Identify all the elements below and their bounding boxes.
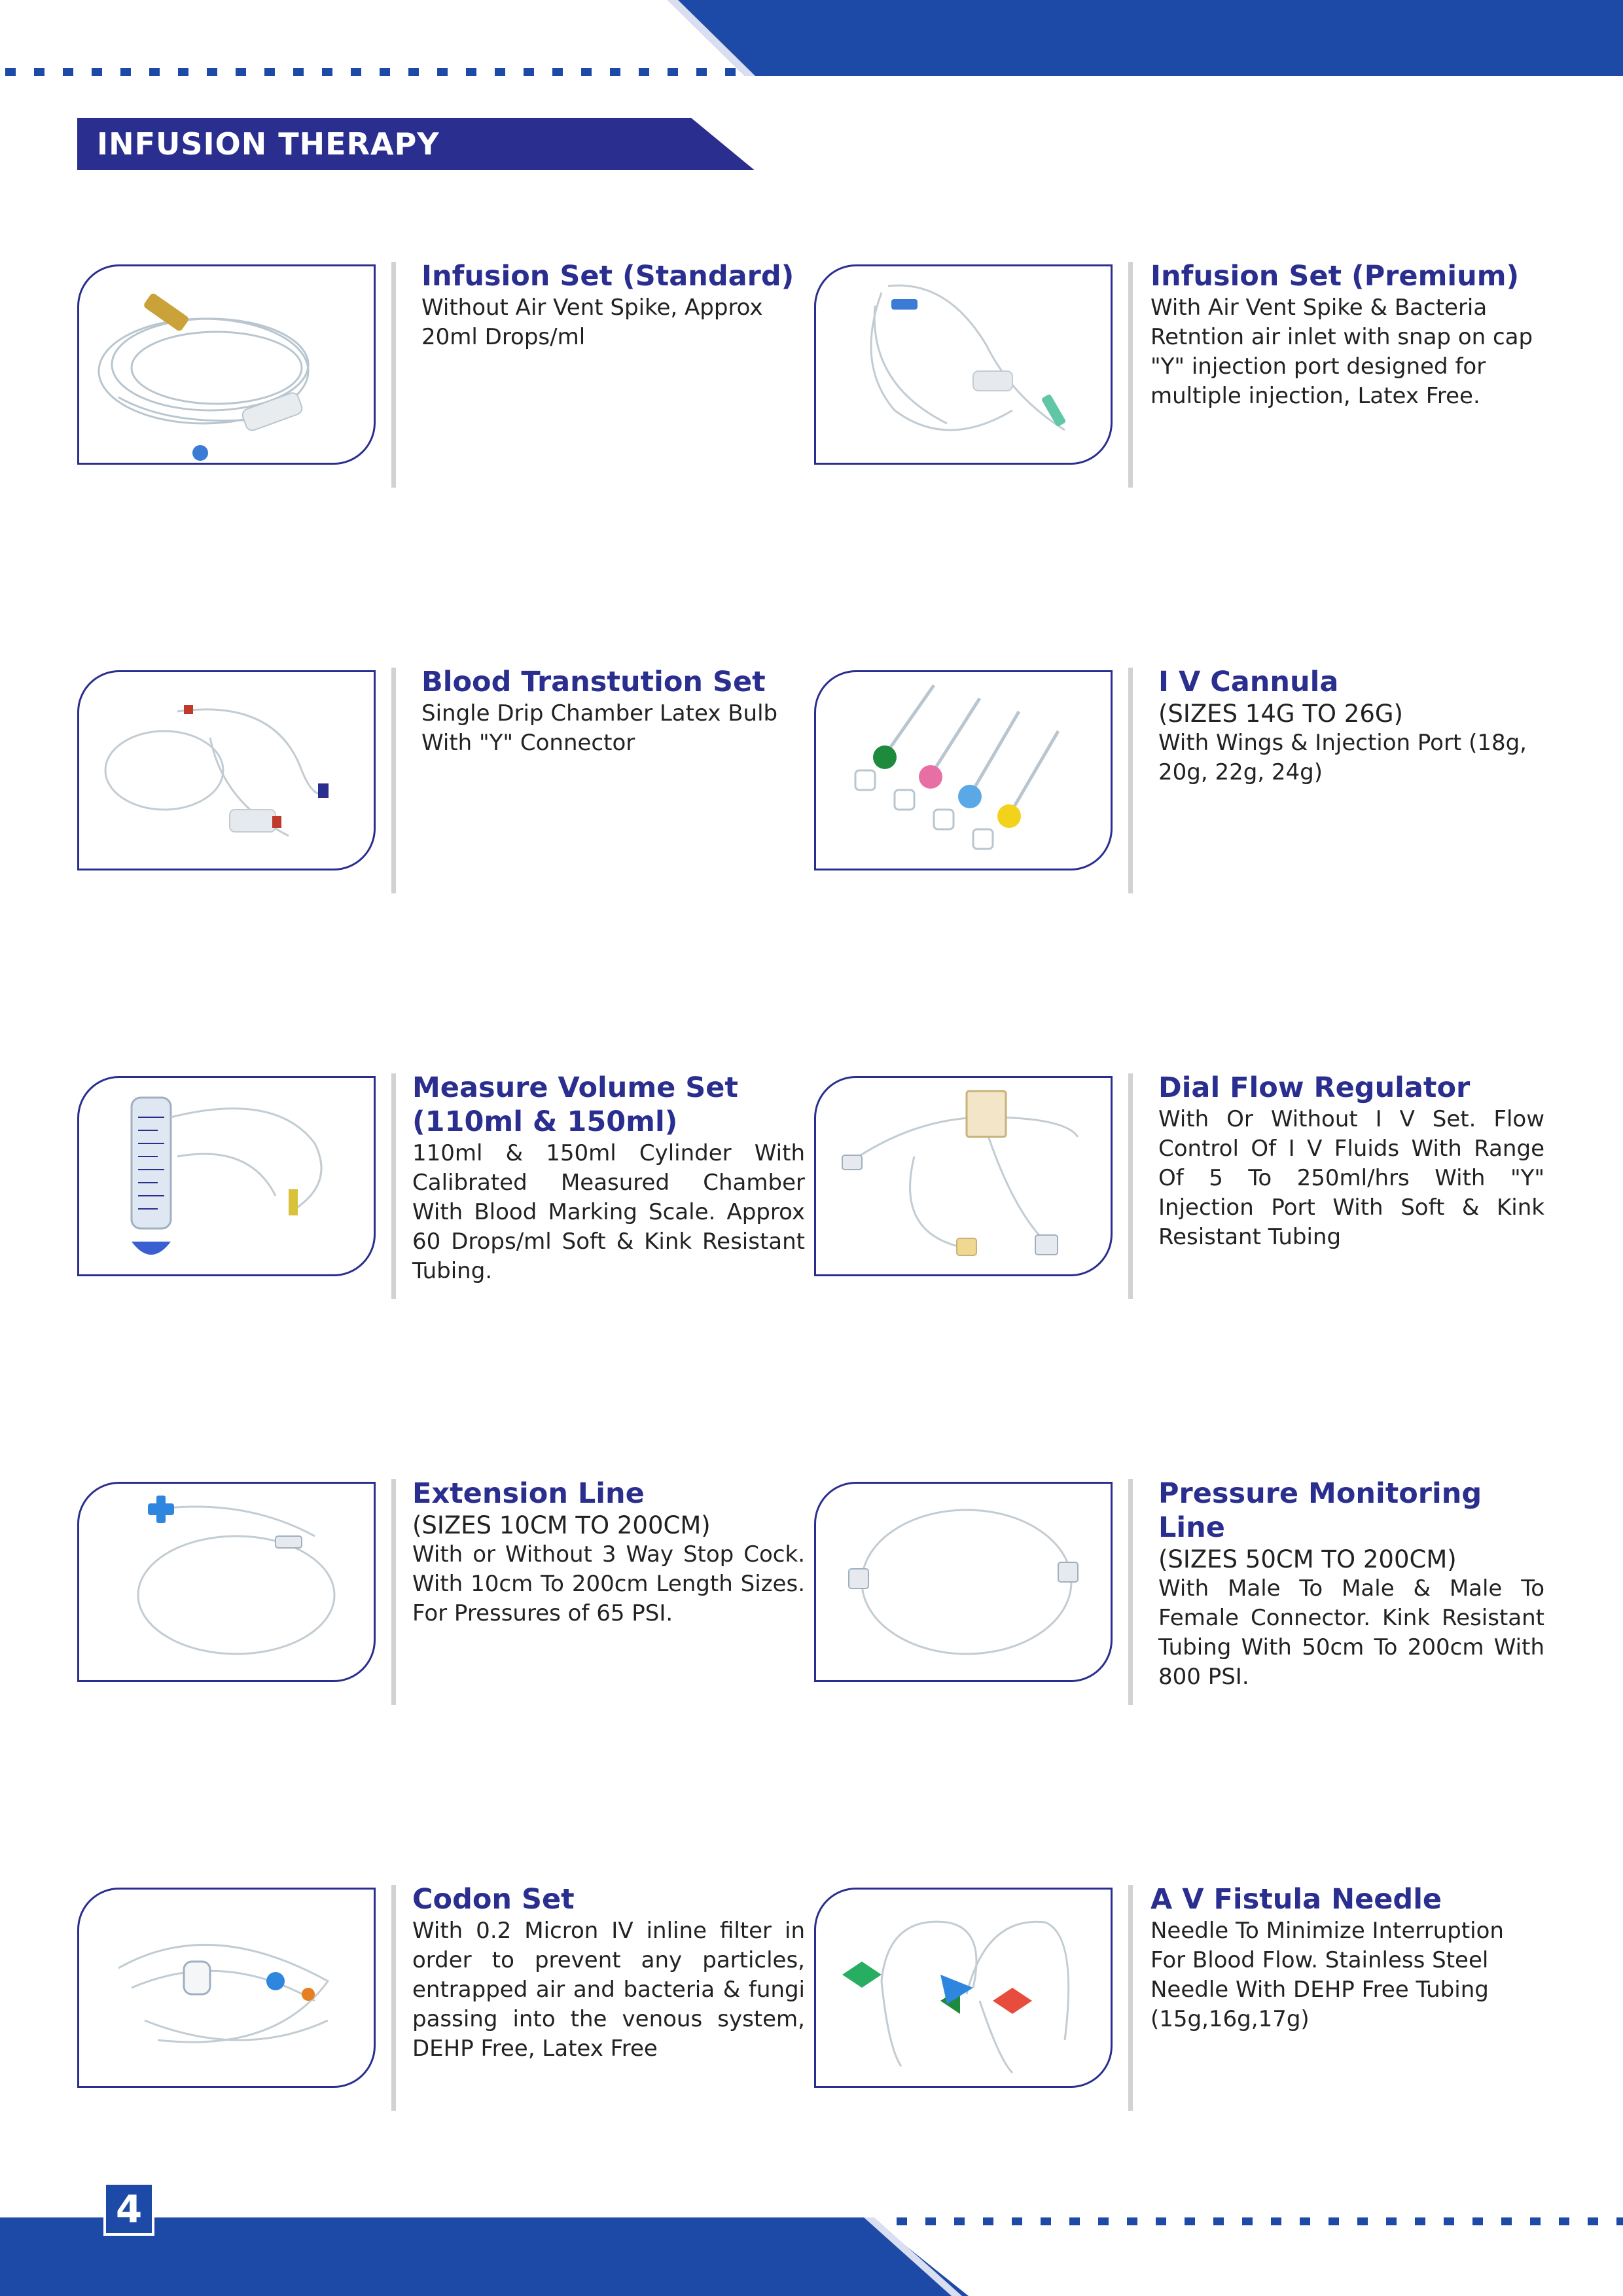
product-description: With Or Without I V Set. Flow Control Of I V Fluids With Range Of 5 To 250ml/hrs With "Y" Injection Port With Soft & Kink Resistant Tubing (1158, 1106, 1544, 1250)
blood-transfusion-set-photo (79, 672, 374, 869)
product-title: Codon Set (412, 1883, 575, 1916)
product-card-blood-transfusion-set (77, 666, 791, 893)
product-description: Without Air Vent Spike, Approx 20ml Drops/ml (421, 295, 763, 350)
iv-cannula-photo (816, 672, 1111, 869)
product-title: Infusion Set (Standard) (421, 260, 794, 293)
product-description: With Wings & Injection Port (18g, 20g, 22g, 24g) (1158, 730, 1527, 785)
footer-dashed-line (897, 2217, 1623, 2225)
product-sizes: (SIZES 10CM TO 200CM) (412, 1511, 711, 1539)
av-fistula-needle-photo (816, 1890, 1111, 2086)
product-card-extension-line (77, 1477, 805, 1704)
product-title: Blood Transtution Set (421, 666, 766, 698)
product-title: A V Fistula Needle (1150, 1883, 1442, 1916)
product-card-pressure-monitoring-line (814, 1477, 1544, 1704)
product-description: With 0.2 Micron IV inline filter in order to prevent any particles, entrapped air and bacteria & fungi passing into the venous system, DEHP Free, Latex Free (412, 1918, 805, 2062)
product-title: Dial Flow Regulator (1158, 1071, 1471, 1104)
product-card-av-fistula-needle (814, 1883, 1527, 2110)
product-description: With or Without 3 Way Stop Cock. With 10cm To 200cm Length Sizes. For Pressures of 65 PSI. (412, 1541, 805, 1626)
product-image-frame (77, 1888, 376, 2088)
product-card-dial-flow-regulator (814, 1071, 1544, 1299)
section-title: INFUSION THERAPY (97, 126, 440, 162)
product-sizes: (SIZES 14G TO 26G) (1158, 700, 1403, 728)
product-card-infusion-set-standard (77, 260, 794, 487)
product-description: With Air Vent Spike & Bacteria Retntion air inlet with snap on cap "Y" injection port designed for multiple injection, Latex Free. (1150, 295, 1533, 409)
product-image-frame (814, 264, 1113, 465)
product-info (412, 1071, 805, 1286)
product-image-frame (814, 1888, 1113, 2088)
product-card-iv-cannula (814, 666, 1527, 893)
product-title: Measure Volume Set (110ml & 150ml) (412, 1071, 738, 1138)
product-description: Needle To Minimize Interruption For Blood Flow. Stainless Steel Needle With DEHP Free Tubing (15g,16g,17g) (1150, 1918, 1504, 2032)
product-title: Pressure Monitoring Line (1158, 1477, 1482, 1544)
page-number: 4 (103, 2182, 154, 2236)
header-band (668, 0, 1623, 76)
product-description: 110ml & 150ml Cylinder With Calibrated Measured Chamber With Blood Marking Scale. Approx 60 Drops/ml Soft & Kink Resistant Tubing. (412, 1140, 805, 1284)
divider-bar (1128, 1885, 1133, 2111)
product-info (421, 665, 814, 758)
product-card-measure-volume-set (77, 1071, 805, 1299)
product-info (1158, 665, 1551, 787)
measure-volume-set-photo (79, 1078, 374, 1274)
product-info (1150, 1882, 1543, 2034)
header-dashed-line (5, 68, 745, 76)
divider-bar (1128, 668, 1133, 893)
dial-flow-regulator-photo (816, 1078, 1111, 1274)
product-info (412, 1882, 805, 2064)
product-image-frame (77, 1482, 376, 1682)
product-info (412, 1477, 805, 1628)
product-title: I V Cannula (1158, 666, 1339, 698)
divider-bar (391, 1073, 396, 1299)
product-sizes: (SIZES 50CM TO 200CM) (1158, 1545, 1457, 1573)
product-info (421, 259, 814, 352)
divider-bar (1128, 1479, 1133, 1705)
divider-bar (1128, 262, 1133, 488)
product-card-infusion-set-premium (814, 260, 1533, 487)
product-card-codon-set (77, 1883, 805, 2110)
divider-bar (391, 1479, 396, 1705)
product-image-frame (814, 1482, 1113, 1682)
product-image-frame (77, 264, 376, 465)
pressure-monitoring-line-photo (816, 1484, 1111, 1680)
product-image-frame (77, 670, 376, 870)
infusion-set-premium-photo (816, 266, 1111, 463)
product-info (1158, 1477, 1544, 1692)
product-title: Infusion Set (Premium) (1150, 260, 1520, 293)
infusion-set-standard-photo (79, 266, 374, 463)
product-image-frame (814, 1076, 1113, 1276)
extension-line-photo (79, 1484, 374, 1680)
divider-bar (391, 668, 396, 893)
product-description: Single Drip Chamber Latex Bulb With "Y" Connector (421, 700, 778, 756)
product-image-frame (814, 670, 1113, 870)
product-info (1158, 1071, 1544, 1252)
divider-bar (391, 262, 396, 488)
divider-bar (391, 1885, 396, 2111)
product-image-frame (77, 1076, 376, 1276)
product-title: Extension Line (412, 1477, 645, 1510)
codon-set-photo (79, 1890, 374, 2086)
divider-bar (1128, 1073, 1133, 1299)
product-info (1150, 259, 1543, 411)
product-description: With Male To Male & Male To Female Connector. Kink Resistant Tubing With 50cm To 200cm With 800 PSI. (1158, 1575, 1544, 1690)
